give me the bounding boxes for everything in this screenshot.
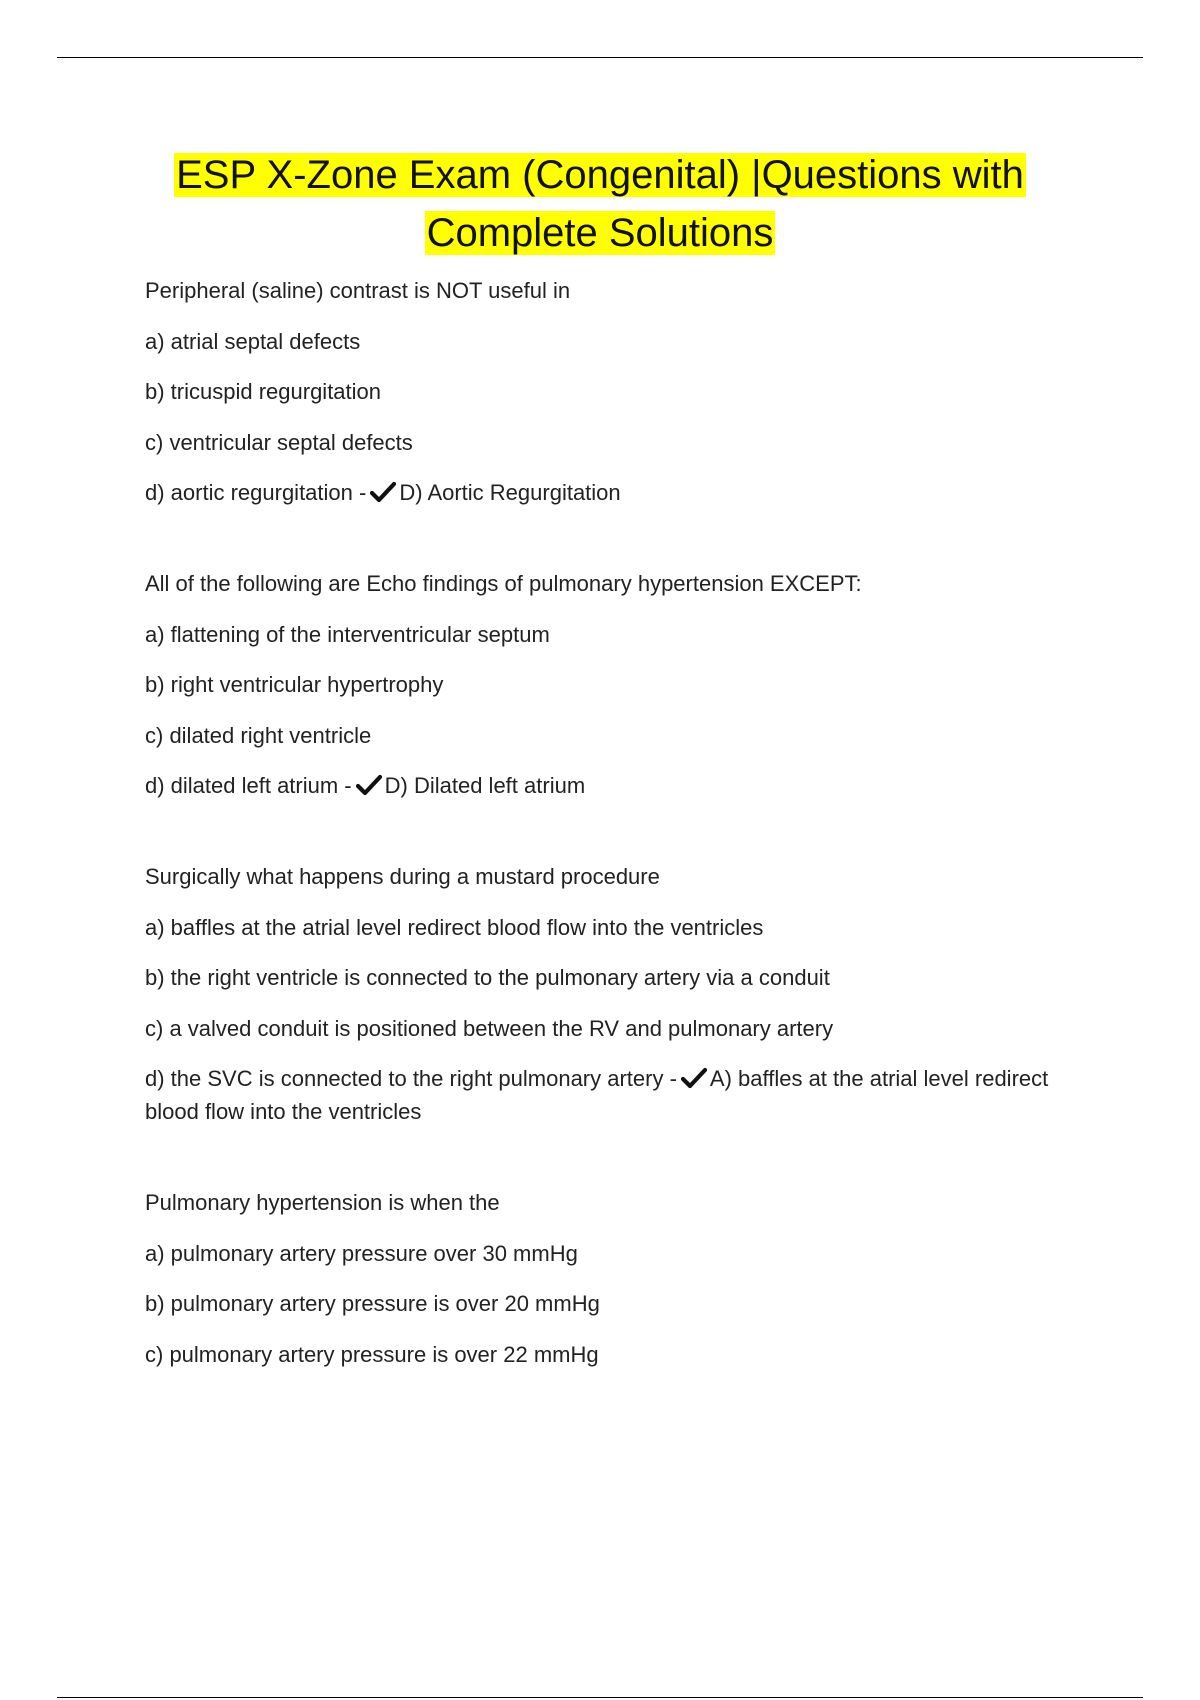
- check-icon: [356, 774, 382, 796]
- title-line-2: Complete Solutions: [426, 211, 774, 255]
- option-c: c) dilated right ventricle: [145, 722, 372, 748]
- question-prompt: All of the following are Echo findings of pulmonary hypertension EXCEPT:: [145, 571, 862, 596]
- option-a: a) baffles at the atrial level redirect blood flow into the ventricles: [145, 914, 764, 940]
- check-icon: [681, 1067, 707, 1089]
- option-d-with-answer: [145, 1062, 1075, 1128]
- question-list: [145, 274, 1075, 1371]
- option-d-with-answer: [145, 476, 1075, 509]
- question-4: [145, 1186, 1075, 1371]
- option-d-with-answer: [145, 769, 1075, 802]
- top-rule: [57, 57, 1143, 58]
- question-prompt: Peripheral (saline) contrast is NOT useful in: [145, 278, 571, 303]
- option-d: d) the SVC is connected to the right pulmonary artery -: [145, 1066, 677, 1091]
- title-line-1: ESP X-Zone Exam (Congenital) |Questions with: [176, 153, 1024, 197]
- option-b: b) tricuspid regurgitation: [145, 379, 382, 404]
- answer: D) Dilated left atrium: [384, 773, 586, 798]
- answer: A) baffles at the atrial level redirect blood flow into the ventricles: [145, 1066, 1049, 1124]
- option-d: d) aortic regurgitation -: [145, 480, 367, 505]
- question-3: [145, 860, 1075, 1128]
- question-prompt: Surgically what happens during a mustard procedure: [145, 864, 660, 889]
- check-icon: [370, 481, 396, 503]
- question-2: [145, 567, 1075, 802]
- option-a: a) atrial septal defects: [145, 328, 361, 354]
- option-c: c) a valved conduit is positioned between the RV and pulmonary artery: [145, 1015, 834, 1041]
- option-c: c) pulmonary artery pressure is over 22 mmHg: [145, 1341, 599, 1367]
- option-a: a) pulmonary artery pressure over 30 mmHg: [145, 1240, 578, 1266]
- option-b: b) the right ventricle is connected to the pulmonary artery via a conduit: [145, 965, 830, 990]
- question-1: [145, 274, 1075, 509]
- option-d: d) dilated left atrium -: [145, 773, 352, 798]
- option-b: b) right ventricular hypertrophy: [145, 672, 444, 697]
- document-title: [0, 146, 1200, 262]
- option-b: b) pulmonary artery pressure is over 20 mmHg: [145, 1291, 600, 1316]
- question-prompt: Pulmonary hypertension is when the: [145, 1190, 500, 1215]
- option-c: c) ventricular septal defects: [145, 429, 413, 455]
- answer: D) Aortic Regurgitation: [399, 480, 621, 505]
- bottom-rule: [57, 1697, 1143, 1698]
- option-a: a) flattening of the interventricular septum: [145, 621, 550, 647]
